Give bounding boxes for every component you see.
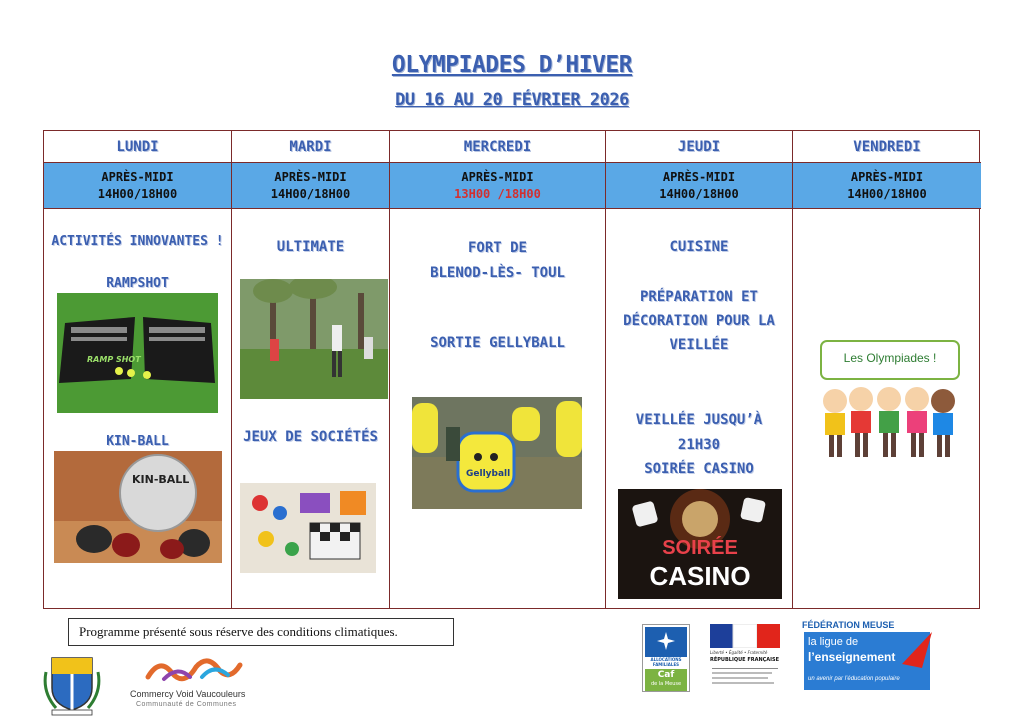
ligue-tagline: un avenir par l’éducation populaire: [808, 676, 900, 682]
activity-text: SORTIE GELLYBALL: [430, 335, 565, 351]
commune-name: Commercy Void Vaucouleurs: [130, 689, 246, 699]
activity-text: DÉCORATION POUR LA: [623, 313, 775, 329]
day-column-lundi: [44, 131, 232, 608]
rampshot-brand: RAMP SHOT: [87, 355, 141, 364]
ligue-name-1: la ligue de: [808, 636, 859, 648]
activity-text: FORT DE: [467, 240, 527, 256]
activity-text: BLENOD-LÈS- TOUL: [430, 265, 565, 281]
ultimate-image: [240, 279, 388, 399]
board-games-image: [240, 483, 376, 573]
caf-text-3: de la Meuse: [650, 681, 682, 687]
caf-logo: [642, 624, 690, 692]
rf-motto: Liberté • Égalité • Fraternité: [710, 650, 768, 655]
day-header: LUNDI: [44, 131, 231, 163]
olympiades-children-image: [815, 337, 965, 469]
day-header: VENDREDI: [793, 131, 981, 163]
day-header: MERCREDI: [390, 131, 605, 163]
time-label: 14H00/18H00: [659, 187, 739, 201]
time-band: [232, 163, 389, 209]
activity-text: ACTIVITÉS INNOVANTES !: [51, 234, 224, 249]
period-label: APRÈS-MIDI: [850, 170, 924, 184]
time-band: [606, 163, 792, 209]
day-column-jeudi: [606, 131, 793, 608]
day-header: JEUDI: [606, 131, 792, 163]
day-column-mercredi: [390, 131, 606, 608]
weather-disclaimer: Programme présenté sous réserve des conditions climatiques.: [68, 618, 454, 646]
casino-line2: CASINO: [649, 561, 751, 591]
commune-subtitle: Communauté de Communes: [136, 701, 237, 708]
time-band: [390, 163, 605, 209]
ligue-federation: FÉDÉRATION MEUSE: [802, 620, 895, 630]
ligue-enseignement-logo: [802, 620, 936, 692]
day-column-mardi: [232, 131, 390, 608]
period-label: APRÈS-MIDI: [662, 170, 736, 184]
activity-text: VEILLÉE JUSQU’À: [635, 412, 763, 428]
time-label: 13H00 /18H00: [454, 187, 541, 201]
activity-text: PRÉPARATION ET: [639, 289, 758, 305]
activity-text: KIN-BALL: [106, 434, 169, 449]
gellyball-text: Gellyball: [466, 469, 511, 479]
page-title: OLYMPIADES D’HIVER: [391, 52, 633, 78]
period-label: APRÈS-MIDI: [274, 170, 347, 184]
time-band: [793, 163, 981, 209]
gellyball-image: [412, 397, 582, 509]
activity-text: CUISINE: [669, 239, 729, 255]
day-header: MARDI: [232, 131, 389, 163]
schedule-grid: [43, 130, 980, 609]
casino-image: [618, 489, 782, 599]
time-band: [44, 163, 231, 209]
caf-text-2: Caf: [657, 670, 675, 680]
village-coat-of-arms-logo: [42, 652, 102, 716]
commercy-void-vaucouleurs-logo: [130, 655, 260, 715]
republique-francaise-logo: [710, 624, 780, 692]
rampshot-image: [57, 293, 218, 413]
time-label: 14H00/18H00: [270, 187, 351, 201]
kinball-image: [54, 451, 222, 563]
activity-text: JEUX DE SOCIÉTÉS: [243, 429, 378, 445]
time-label: 14H00/18H00: [847, 187, 927, 201]
casino-line1: SOIRÉE: [662, 537, 738, 559]
kinball-text: KIN-BALL: [132, 473, 190, 486]
day-column-vendredi: [793, 131, 981, 608]
activity-text: RAMPSHOT: [106, 276, 169, 291]
time-label: 14H00/18H00: [97, 187, 178, 201]
olympiades-banner-text: Les Olympiades !: [843, 351, 937, 365]
period-label: APRÈS-MIDI: [101, 170, 174, 184]
activity-text: VEILLÉE: [669, 337, 729, 353]
activity-text: SOIRÉE CASINO: [644, 461, 754, 477]
period-label: APRÈS-MIDI: [461, 170, 534, 184]
rf-name: RÉPUBLIQUE FRANÇAISE: [710, 657, 780, 663]
activity-text: ULTIMATE: [276, 239, 345, 255]
ligue-name-2: l’enseignement: [808, 650, 896, 664]
page-subtitle: DU 16 AU 20 FÉVRIER 2026: [395, 90, 629, 110]
activity-text: 21H30: [677, 437, 721, 453]
caf-text-1: ALLOCATIONS FAMILIALES: [650, 657, 682, 667]
